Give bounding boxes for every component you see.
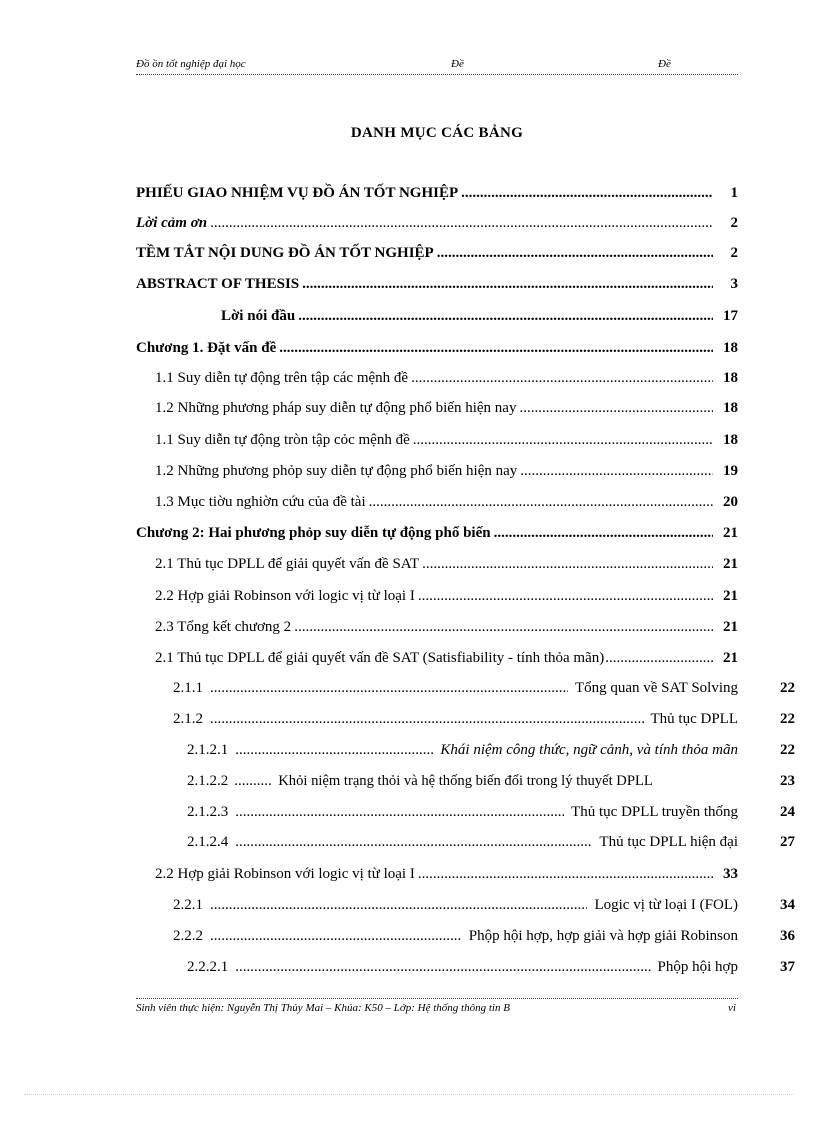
page-edge-divider [24,1094,794,1095]
toc-entry: ABSTRACT OF THESIS ..... 3 [136,276,738,296]
page-header [136,56,738,75]
header-right: Đề [658,58,671,70]
toc-entry: 2.1 Thủ tục DPLL để giải quyết vấn đề SAT (Satisfiability - tính thỏa mãn) ..... 21 [155,650,738,670]
toc-entry: 2.2.2 ..... Phộp hội hợp, hợp giải và hợp giải Robinson [173,928,738,948]
page-title: DANH MỤC CÁC BẢNG [350,125,524,141]
toc-page-number: 24 [780,804,795,820]
toc-page-number: 34 [780,897,795,913]
toc-entry: Lời cảm ơn ..... 2 [136,215,738,235]
page-footer [136,998,738,1017]
toc-page-number: 27 [780,834,795,850]
toc-entry: 2.1.2.1 ..... Khái niệm công thức, ngữ cảnh, và tính thỏa mãn [187,742,738,762]
header-mid: Đề [451,58,464,70]
toc-entry: 2.2.1 ..... Logic vị từ loại I (FOL) [173,897,738,917]
toc-page-number: 22 [780,680,795,696]
toc-entry: 2.2.2.1 ..... Phộp hội hợp [187,959,738,979]
toc-entry: 1.2 Những phương phỏp suy diễn tự động phổ biến hiện nay ..... 19 [155,463,738,483]
toc-entry: 1.1 Suy diễn tự động tròn tập cỏc mệnh đề ..... 18 [155,432,738,452]
toc-page-number: 36 [780,928,795,944]
toc-entry: 2.3 Tổng kết chương 2 ..... 21 [155,619,738,639]
toc-entry: 2.1 Thủ tục DPLL để giải quyết vấn đề SAT ..... 21 [155,556,738,576]
footer-left: Sinh viên thực hiện: Nguyễn Thị Thủy Mai – Khúa: K50 – Lớp: Hệ thống thông tin B [136,1002,510,1014]
toc-entry: Chương 1. Đặt vấn đề ..... 18 [136,340,738,360]
toc-entry: 2.1.1 ..... Tổng quan về SAT Solving [173,680,738,700]
header-left: Đồ ồn tốt nghiệp đại học [136,58,246,70]
toc-page-number: 37 [780,959,795,975]
toc-entry: Lời nói đầu ..... 17 [221,308,738,328]
toc-page-number: 23 [780,773,795,789]
toc-page-number: 22 [780,711,795,727]
toc-entry: 2.1.2.2 ..... Khỏi niệm trạng thỏi và hệ thống biến đổi trong lý thuyết DPLL [187,773,738,793]
toc-entry: 1.3 Mục tiờu nghiờn cứu của đề tài ..... 20 [155,494,738,514]
toc-entry: Chương 2: Hai phương phỏp suy diễn tự động phổ biến ..... 21 [136,525,738,545]
toc-entry: 1.2 Những phương pháp suy diễn tự động phổ biến hiện nay ..... 18 [155,400,738,420]
toc-entry: 2.1.2.3 ..... Thủ tục DPLL truyền thống [187,804,738,824]
toc-entry: TỀM TẮT NỘI DUNG ĐỒ ÁN TỐT NGHIỆP ..... 2 [136,245,738,265]
footer-page-number: vi [728,1002,736,1014]
toc-entry: 2.1.2.4 ..... Thủ tục DPLL hiện đại [187,834,738,854]
toc-page-number: 22 [780,742,795,758]
toc-entry: 2.1.2 ..... Thủ tục DPLL [173,711,738,731]
toc-entry: 1.1 Suy diễn tự động trên tập các mệnh đề ..... 18 [155,370,738,390]
toc-entry: 2.2 Hợp giải Robinson với logic vị từ loại I ..... 21 [155,588,738,608]
toc-entry: PHIẾU GIAO NHIỆM VỤ ĐỒ ÁN TỐT NGHIỆP ..... 1 [136,185,738,205]
toc-entry: 2.2 Hợp giải Robinson với logic vị từ loại I ..... 33 [155,866,738,886]
